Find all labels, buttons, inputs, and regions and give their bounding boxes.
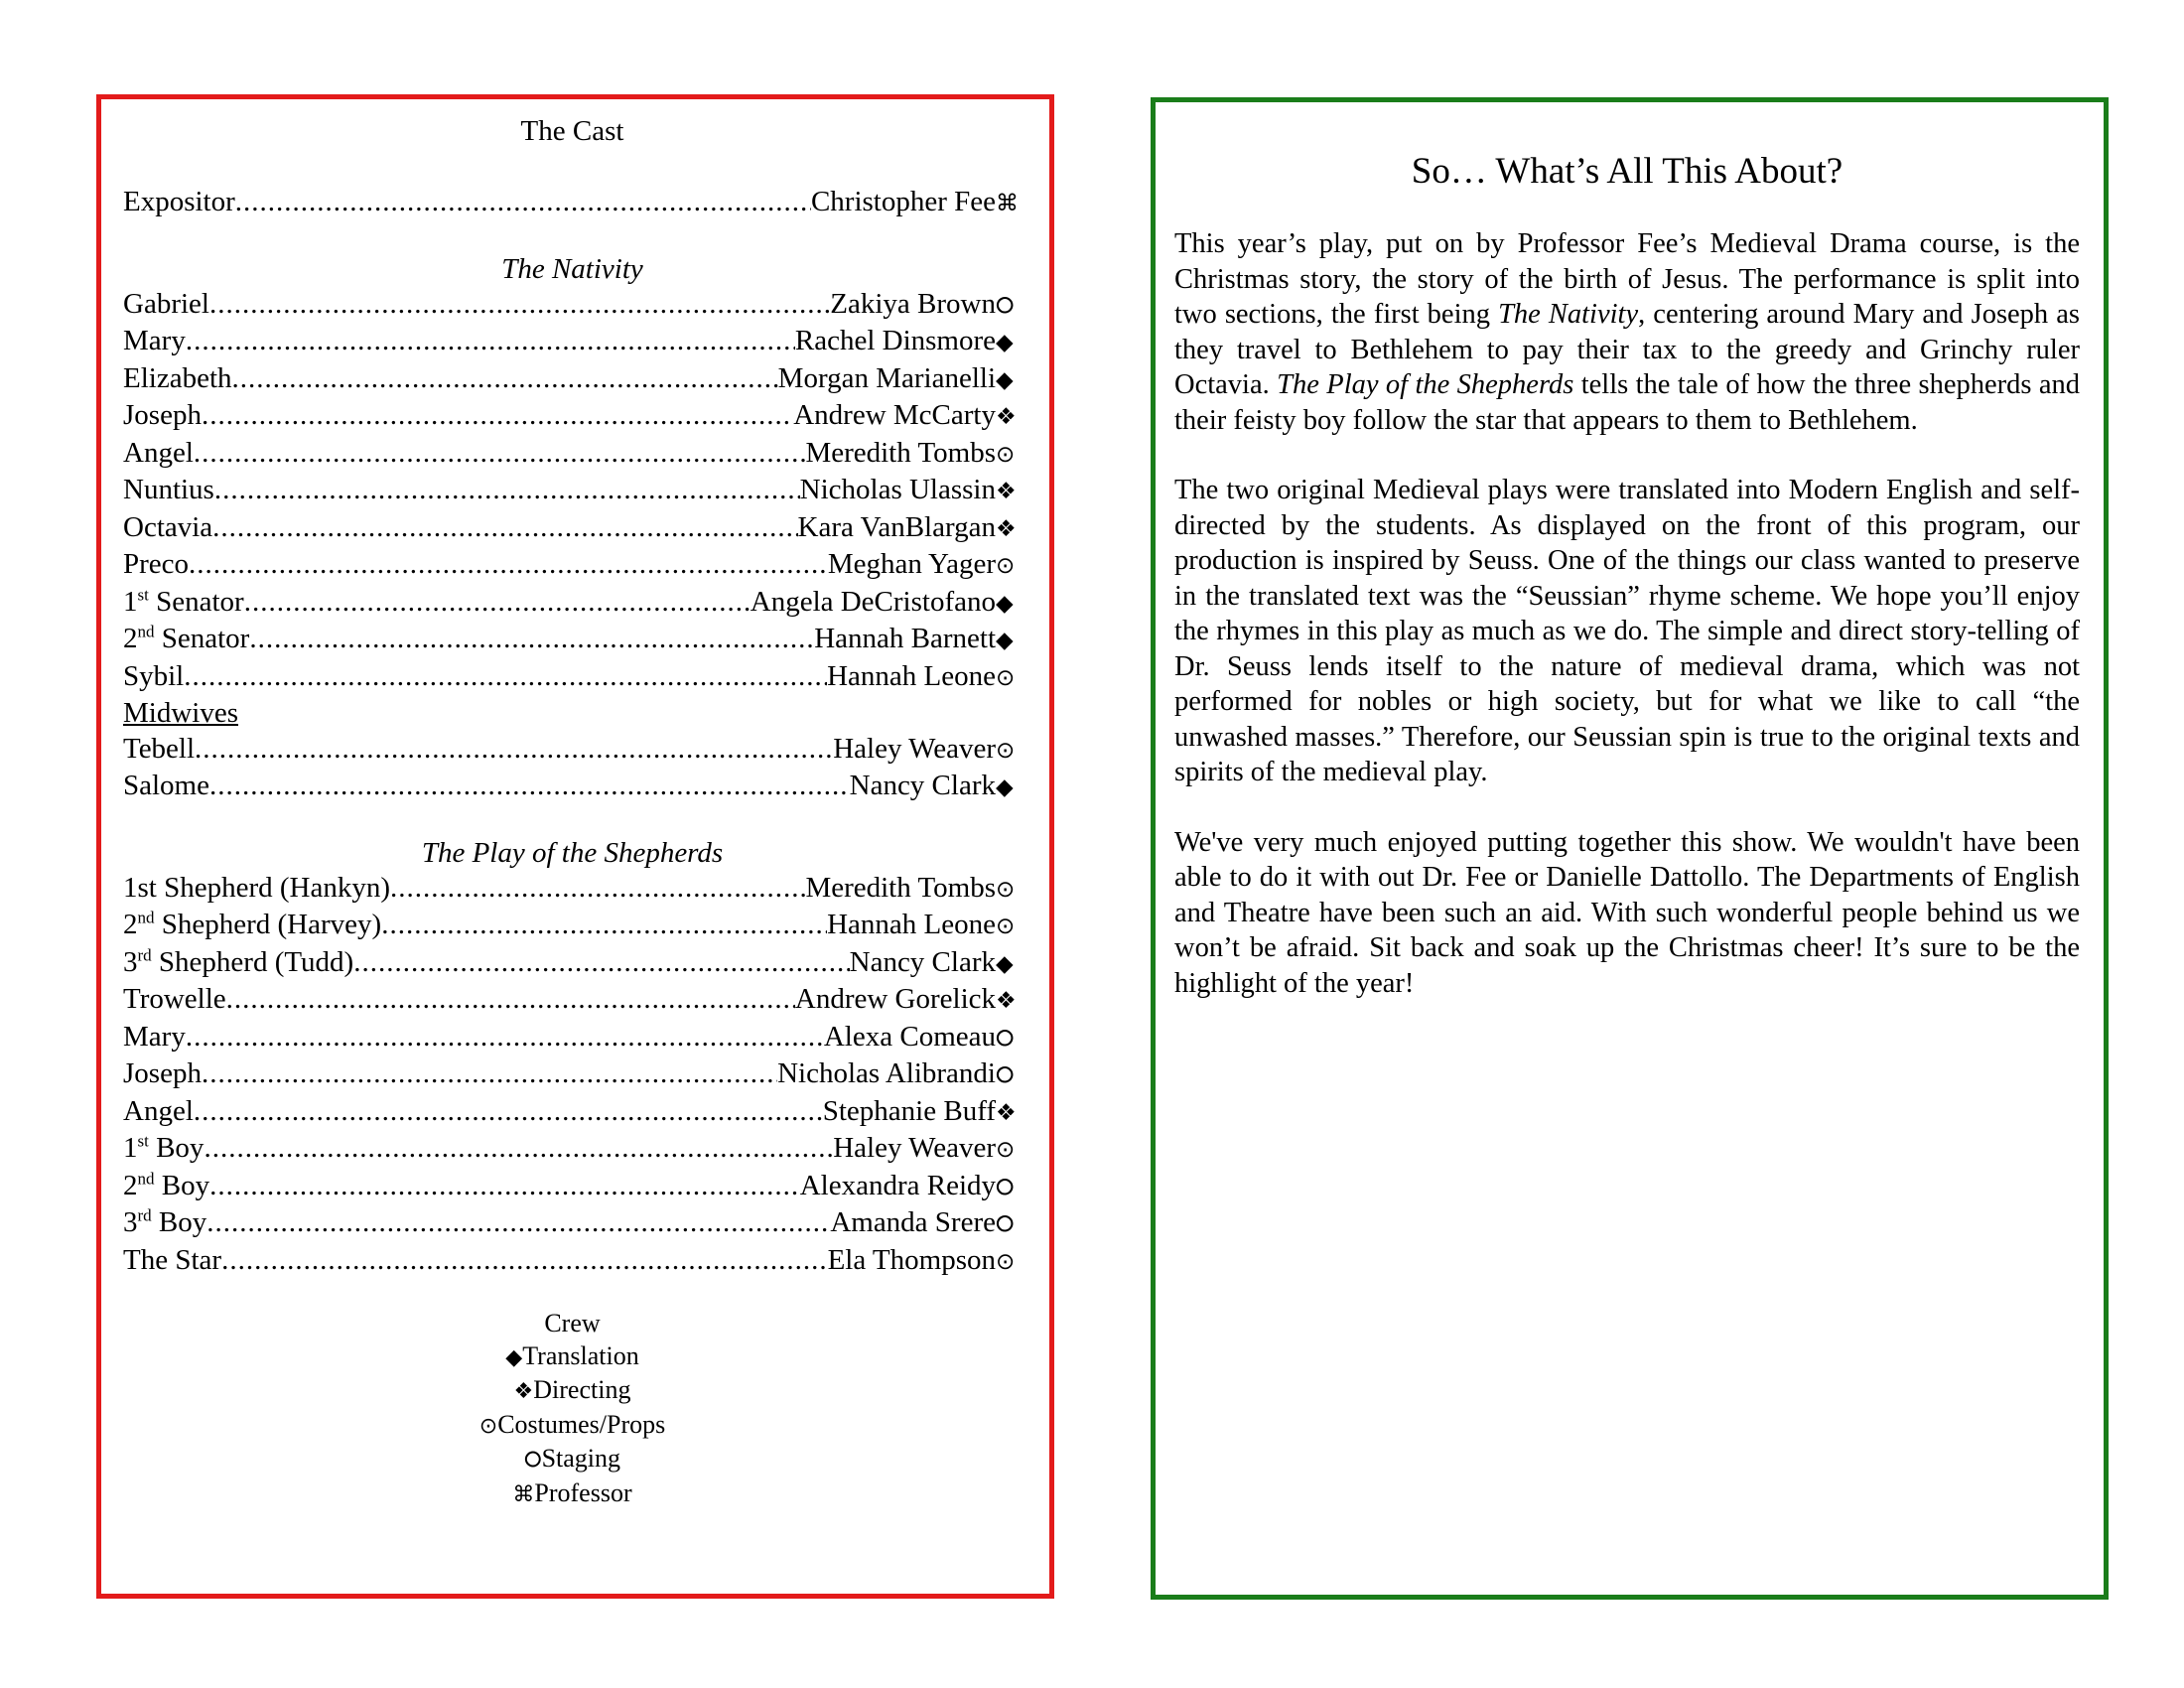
actor-name: Hannah Leone	[827, 909, 996, 940]
midwives-cast-list	[123, 732, 1022, 806]
crew-symbol-icon: ⊙	[996, 1248, 1016, 1275]
cast-row	[123, 1094, 1022, 1132]
role-name: Tebell	[123, 732, 196, 765]
crew-symbol-icon: ❖	[996, 404, 1017, 430]
cast-title: The Cast	[520, 115, 624, 147]
about-title: So… What’s All This About?	[1411, 151, 1843, 192]
crew-legend-item	[123, 1443, 1022, 1477]
crew-symbol-icon: ❖	[513, 1379, 534, 1404]
actor-name: Amanda Srere	[830, 1206, 996, 1238]
cast-row	[123, 473, 1022, 510]
actor-name: Andrew McCarty	[793, 399, 996, 431]
role-name: Preco	[123, 548, 190, 580]
cast-content	[123, 99, 1022, 1511]
shepherds-cast-list	[123, 871, 1022, 1281]
crew-symbol-icon: ◆	[996, 774, 1014, 800]
actor-name: Christopher Fee	[810, 186, 996, 217]
role-name: The Star	[123, 1243, 222, 1276]
cast-row	[123, 732, 1022, 770]
cast-row	[123, 1243, 1022, 1281]
role-name: Joseph	[123, 1057, 202, 1089]
actor-name: Meredith Tombs	[805, 871, 996, 904]
crew-symbol-icon: ◆	[996, 330, 1014, 355]
crew-symbol-icon: ⊙	[996, 876, 1016, 903]
crew-title: Crew	[544, 1309, 601, 1337]
crew-symbol-icon: ⊙	[996, 1137, 1016, 1163]
role-name: Elizabeth	[123, 361, 232, 394]
crew-symbol-icon: ◆	[996, 366, 1014, 393]
about-paragraph-1: This year’s play, put on by Professor Fee’s Medieval Drama course, is the Christmas story, the story of the birth of Jesus. The performance is split into two sections, the first being The Nativity, centering around Mary and Joseph as they travel to Bethlehem to pay their tax to the greedy and Grinchy ruler Octavia. The Play of the Shepherds tells the tale of how the three shepherds and their feisty boy follow the star that appears to them to Bethlehem.	[1174, 228, 2081, 436]
crew-legend-item	[123, 1340, 1022, 1375]
role-name: 2nd Shepherd (Harvey)	[123, 908, 382, 940]
cast-row	[123, 908, 1022, 945]
crew-symbol-icon: ⭘	[996, 1025, 1015, 1052]
crew-symbol-icon: ◆	[505, 1344, 523, 1370]
actor-name: Meredith Tombs	[805, 436, 996, 469]
role-name: Joseph	[123, 399, 202, 431]
crew-symbol-icon: ❖	[996, 515, 1017, 542]
role-name: Nuntius	[123, 474, 214, 505]
crew-symbol-icon: ❖	[996, 1099, 1017, 1126]
cast-row-expositor	[123, 185, 1022, 222]
crew-symbol-icon: ⭘	[996, 1062, 1015, 1088]
crew-symbol-icon: ◆	[996, 950, 1014, 977]
role-name: 1st Shepherd (Hankyn)	[123, 871, 391, 904]
crew-symbol-icon: ⭘	[523, 1448, 542, 1473]
role-name: Angel	[123, 1094, 194, 1127]
role-name: Expositor	[123, 186, 235, 217]
crew-role-label: Staging	[541, 1444, 621, 1473]
role-name: Trowelle	[123, 983, 226, 1015]
cast-row	[123, 324, 1022, 361]
cast-row	[123, 585, 1022, 623]
crew-symbol-icon: ⊙	[996, 914, 1016, 939]
crew-symbol-icon: ⊙	[996, 553, 1016, 579]
role-name: Mary	[123, 325, 186, 356]
crew-symbol-icon: ◆	[996, 590, 1014, 617]
cast-row	[123, 436, 1022, 474]
crew-role-label: Translation	[522, 1340, 639, 1370]
cast-row	[123, 1020, 1022, 1057]
cast-row	[123, 547, 1022, 585]
crew-symbol-icon: ⊙	[996, 664, 1016, 691]
actor-name: Hannah Leone	[827, 659, 996, 692]
role-name: Salome	[123, 770, 209, 801]
crew-legend	[123, 1308, 1022, 1511]
cast-row	[123, 945, 1022, 983]
role-name: 1st Boy	[123, 1131, 205, 1164]
cast-row	[123, 1056, 1022, 1094]
midwives-heading: Midwives	[123, 697, 238, 729]
actor-name: Andrew Gorelick	[794, 983, 996, 1015]
actor-name: Angela DeCristofano	[750, 585, 996, 618]
shepherds-title: The Play of the Shepherds	[421, 836, 724, 869]
cast-row	[123, 769, 1022, 806]
cast-row	[123, 1131, 1022, 1169]
cast-row	[123, 1169, 1022, 1206]
crew-symbol-icon: ❖	[996, 988, 1017, 1014]
role-name: Octavia	[123, 510, 213, 543]
crew-symbol-icon: ❖	[996, 479, 1017, 504]
cast-row	[123, 1205, 1022, 1243]
crew-role-label: Directing	[533, 1375, 631, 1404]
about-content	[1174, 150, 2080, 1036]
cast-row	[123, 871, 1022, 909]
actor-name: Nancy Clark	[849, 945, 996, 978]
actor-name: Nicholas Alibrandi	[777, 1057, 996, 1089]
actor-name: Hannah Barnett	[814, 623, 996, 654]
crew-symbol-icon: ⌘	[512, 1481, 535, 1507]
role-name: Sybil	[123, 659, 185, 692]
role-name: 2nd Boy	[123, 1168, 210, 1201]
crew-role-label: Professor	[534, 1477, 632, 1507]
cast-row	[123, 510, 1022, 548]
crew-symbol-icon: ◆	[996, 628, 1014, 653]
actor-name: Nancy Clark	[849, 770, 996, 801]
actor-name: Zakiya Brown	[830, 287, 996, 320]
role-name: 3rd Shepherd (Tudd)	[123, 944, 354, 978]
actor-name: Haley Weaver	[833, 732, 996, 765]
crew-symbol-icon: ⭘	[996, 1174, 1015, 1200]
crew-legend-item	[123, 1477, 1022, 1512]
role-name: Angel	[123, 436, 194, 469]
cast-row	[123, 361, 1022, 399]
crew-symbol-icon: ⭘	[996, 292, 1015, 319]
actor-name: Kara VanBlargan	[797, 510, 996, 543]
crew-role-label: Costumes/Props	[497, 1409, 666, 1439]
role-name: Gabriel	[123, 287, 209, 320]
crew-symbol-icon: ⊙	[996, 441, 1016, 468]
about-paragraph-3: We've very much enjoyed putting together this show. We wouldn't have been able to do it with out Dr. Fee or Danielle Dattollo. The Departments of English and Theatre have been such an aid. With such wonderful people behind us we won’t be afraid. Sit back and soak up the Christmas cheer! It’s sure to be the highlight of the year!	[1174, 826, 2080, 999]
cast-row	[123, 398, 1022, 436]
crew-symbol-icon: ⊙	[478, 1413, 498, 1439]
role-name: 3rd Boy	[123, 1205, 207, 1238]
crew-legend-item	[123, 1374, 1022, 1409]
role-name: Mary	[123, 1020, 186, 1053]
crew-symbol-icon: ⭘	[996, 1211, 1015, 1237]
role-name: 1st Senator	[123, 584, 244, 618]
nativity-cast-list	[123, 287, 1022, 697]
actor-name: Alexandra Reidy	[799, 1169, 996, 1201]
actor-name: Haley Weaver	[833, 1132, 996, 1164]
nativity-title: The Nativity	[501, 252, 643, 285]
cast-row	[123, 287, 1022, 325]
actor-name: Stephanie Buff	[822, 1094, 996, 1127]
crew-symbol-icon: ⊙	[996, 737, 1016, 764]
cast-row	[123, 982, 1022, 1020]
about-panel	[1151, 97, 2109, 1600]
actor-name: Meghan Yager	[827, 548, 996, 580]
cast-row	[123, 659, 1022, 697]
actor-name: Alexa Comeau	[823, 1020, 996, 1053]
cast-row	[123, 622, 1022, 659]
role-name: 2nd Senator	[123, 622, 250, 654]
actor-name: Morgan Marianelli	[777, 361, 996, 394]
actor-name: Nicholas Ulassin	[799, 474, 996, 505]
actor-name: Ela Thompson	[827, 1243, 996, 1276]
crew-symbol-icon: ⌘	[996, 191, 1019, 216]
cast-panel	[96, 94, 1054, 1599]
actor-name: Rachel Dinsmore	[794, 325, 996, 356]
about-paragraph-2: The two original Medieval plays were translated into Modern English and self-directed by the students. As displayed on the front of this program, our production is inspired by Seuss. One of the things our class wanted to preserve in the translated text was the “Seussian” rhyme scheme. We hope you’ll enjoy the rhymes in this play as much as we do. The simple and direct story-telling of Dr. Seuss lends itself to the nature of medieval drama, which was not performed for nobles or high society, but for what we like to call “the unwashed masses.” Therefore, our Seussian spin is true to the original texts and spirits of the medieval play.	[1174, 475, 2080, 787]
crew-legend-item	[123, 1409, 1022, 1444]
